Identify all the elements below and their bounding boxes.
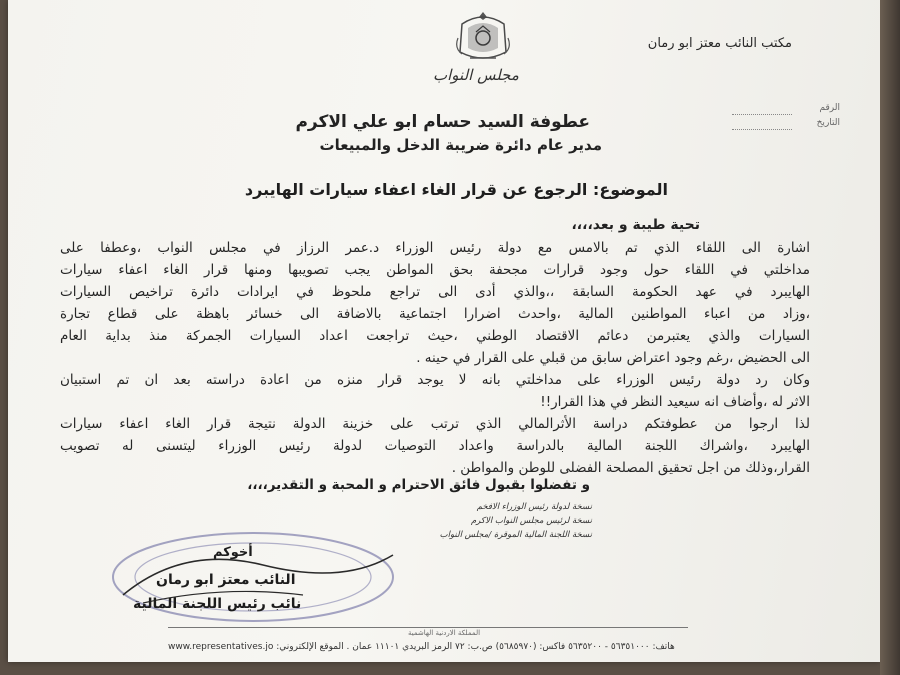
office-name: مكتب النائب معتز ابو رمان	[647, 36, 792, 51]
addressee-name: عطوفة السيد حسام ابو علي الاكرم	[295, 112, 590, 132]
signature-role: نائب رئيس اللجنة المالية	[133, 596, 302, 612]
body-line: مداخلتي في اللقاء حول وجود قرارات مجحفة بحق المواطن يجب تصويبها ومنها قرار الغاء اعفاء سيارات	[60, 262, 810, 278]
greeting: تحية طيبة و بعد،،،،	[571, 217, 700, 233]
footer-website-link[interactable]: www.representatives.jo	[168, 642, 274, 652]
date-line	[732, 129, 792, 130]
body-line: الهايبرد في عهد الحكومة السابقة ،،والذي أدى الى تراجع ملحوظ في ايرادات دائرة تراخيص السيارات	[60, 284, 810, 300]
ref-number-line	[732, 114, 792, 115]
body-line: ،وزاد من اعباء المواطنين المالية ،واحدث اضرارا اجتماعية بالاضافة الى خسائر باهظة على قطاع تجارة	[60, 306, 810, 322]
letter-page	[8, 0, 880, 662]
body-line: الاثر له ،وأضاف انه سيعيد النظر في هذا القرار!!	[540, 394, 810, 410]
footer-divider	[168, 627, 688, 628]
cc-line: نسخة لرئيس مجلس النواب الاكرم	[470, 516, 592, 526]
signature-greeting: أخوكم	[213, 545, 253, 560]
signature-name: النائب معتز ابو رمان	[156, 572, 296, 588]
footer-contact	[168, 642, 675, 652]
footer-contact-text: هاتف: ٥٦٣٥١٠٠٠ - ٥٦٣٥٢٠٠ فاكس: (٥٦٨٥٩٧٠) ص.ب: ٧٢ الرمز البريدي ١١١٠١ عمان . الموقع الإلكتروني:	[276, 642, 675, 652]
date-label: التاريخ	[816, 118, 840, 128]
cc-line: نسخة لدولة رئيس الوزراء الافخم	[476, 502, 592, 512]
institution-name: مجلس النواب	[433, 66, 519, 84]
jordan-coat-of-arms-icon	[448, 8, 518, 66]
body-line: وكان رد دولة رئيس الوزراء على مداخلتي بانه لا يوجد قرار منزه من اعادة دراسته بعد ان تم استبيان	[60, 372, 810, 388]
body-line: السيارات والذي يعتبرمن دعائم الاقتصاد الوطني ،حيث تراجعت اعداد السيارات الجمركة منذ بداية العام	[60, 328, 810, 344]
body-line: لذا ارجوا من عطوفتكم دراسة الأثرالمالي الذي ترتب على خزينة الدولة نتيجة قرار الغاء اعفاء سيارات	[60, 416, 810, 432]
cc-line: نسخة اللجنة المالية الموقرة /مجلس النواب	[439, 530, 592, 540]
addressee-title: مدير عام دائرة ضريبة الدخل والمبيعات	[319, 136, 602, 154]
body-line: اشارة الى اللقاء الذي تم بالامس مع دولة رئيس الوزراء د.عمر الرزاز في مجلس النواب ،وعطفا على	[60, 240, 810, 256]
letter-subject: الموضوع: الرجوع عن قرار الغاء اعفاء سيارات الهايبرد	[244, 180, 668, 199]
background-edge	[880, 0, 900, 675]
closing-line: و تفضلوا بقبول فائق الاحترام و المحبة و التقدير،،،،	[247, 477, 590, 493]
body-line: القرار،وذلك من اجل تحقيق المصلحة الفضلى للوطن والمواطن .	[451, 460, 810, 476]
footer-country: المملكة الاردنية الهاشمية	[408, 629, 481, 637]
body-line: الى الحضيض ،رغم وجود اعتراض سابق من قبلي على القرار في حينه .	[416, 350, 810, 366]
ref-number-label: الرقم	[819, 103, 840, 113]
body-line: الهايبرد ،واشراك اللجنة المالية بالدراسة واعداد التوصيات لدولة رئيس الوزراء ليتسنى له تصويب	[60, 438, 810, 454]
